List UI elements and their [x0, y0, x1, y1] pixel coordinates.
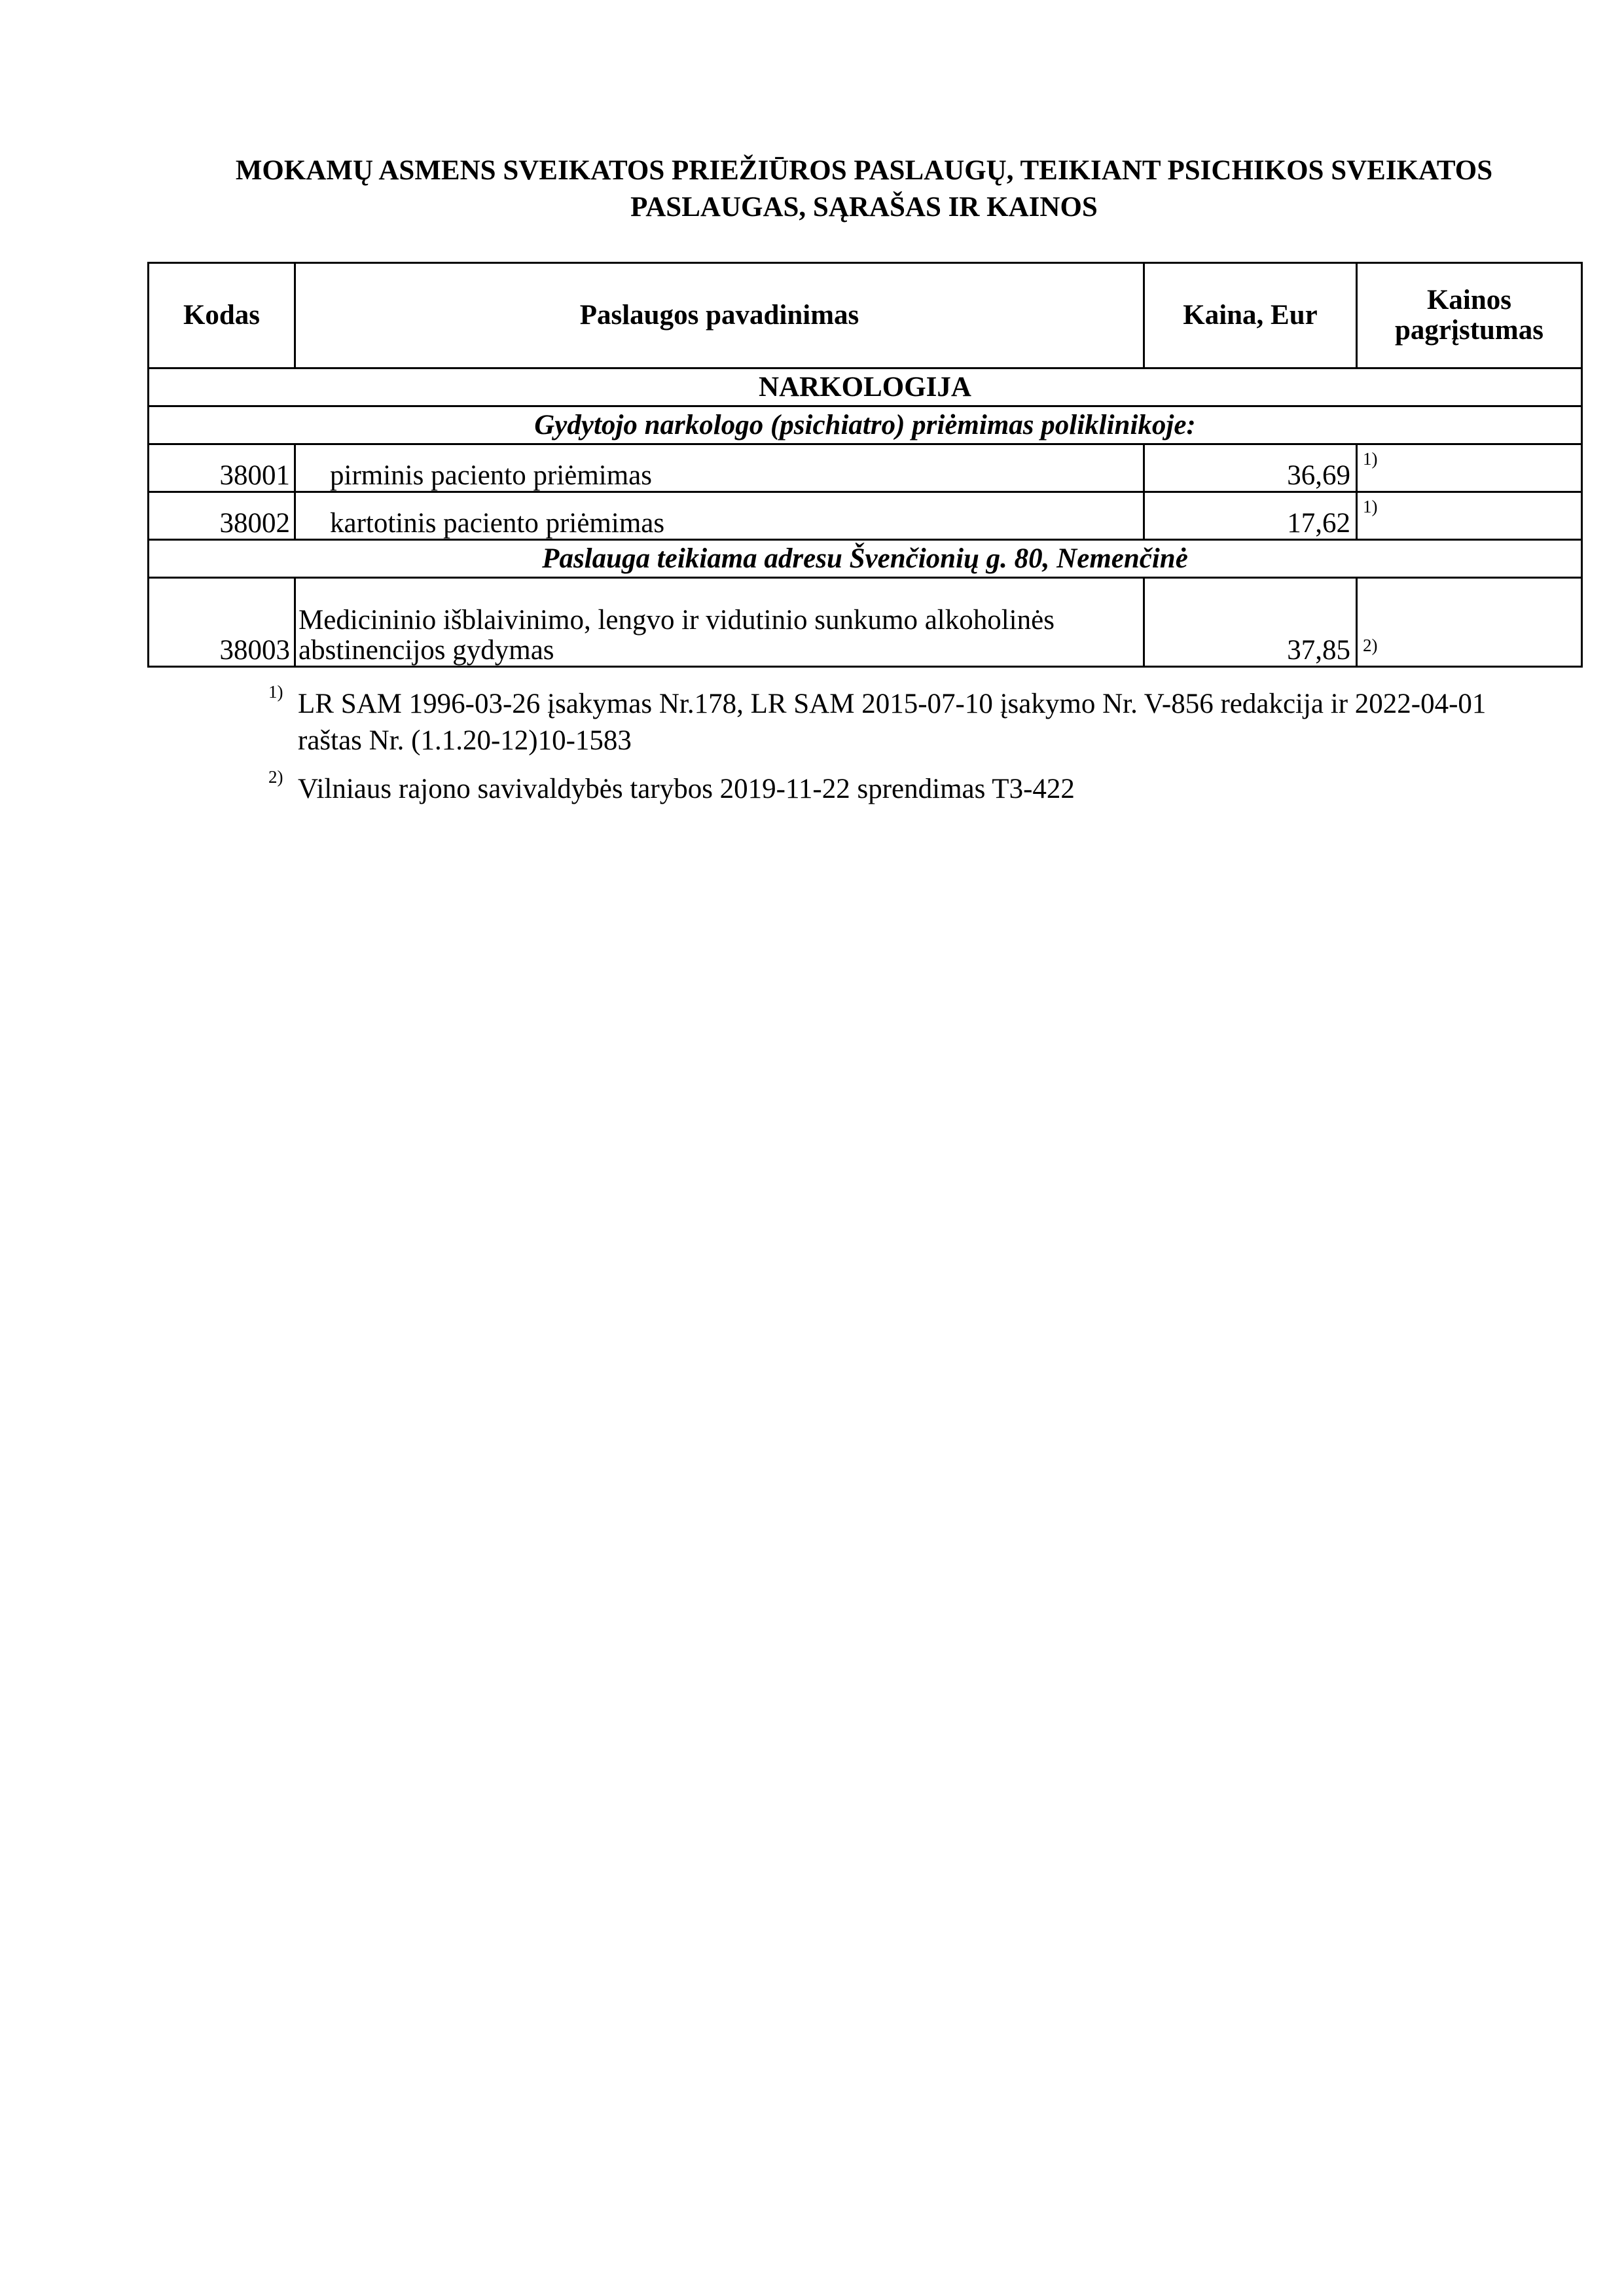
table-header-row [149, 263, 1582, 368]
row-name: kartotinis paciento priėmimas [295, 492, 1144, 540]
row-basis-footnote: 1) [1357, 444, 1582, 492]
footnotes [268, 682, 1578, 819]
subsection-row [149, 540, 1582, 578]
row-name: pirminis paciento priėmimas [295, 444, 1144, 492]
row-code: 38001 [149, 444, 295, 492]
footnote-text-line-2: raštas Nr. (1.1.20-12)10-1583 [298, 725, 632, 756]
price-table [147, 262, 1583, 668]
header-code: Kodas [149, 263, 295, 368]
footnote-marker: 1) [268, 682, 283, 702]
footnote-text-line-1: Vilniaus rajono savivaldybės tarybos 2019-11-22 sprendimas T3-422 [298, 774, 1075, 804]
header-basis-line-2: pagrįstumas [1395, 315, 1543, 346]
section-title: NARKOLOGIJA [149, 368, 1582, 406]
subsection-row [149, 406, 1582, 444]
header-name: Paslaugos pavadinimas [295, 263, 1144, 368]
header-price: Kaina, Eur [1144, 263, 1357, 368]
row-name-line-2: abstinencijos gydymas [298, 635, 554, 666]
footnote-1 [268, 682, 1578, 759]
footnote-text-line-1: LR SAM 1996-03-26 įsakymas Nr.178, LR SAM 2015-07-10 įsakymo Nr. V-856 redakcija ir 2022-04-01 [298, 689, 1487, 719]
row-price: 36,69 [1144, 444, 1357, 492]
table-row [149, 492, 1582, 540]
footnote-2 [268, 767, 1578, 808]
row-code: 38002 [149, 492, 295, 540]
footnote-marker: 2) [268, 767, 283, 787]
row-price: 37,85 [1144, 578, 1357, 667]
row-name [295, 578, 1144, 667]
row-basis-footnote: 2) [1357, 578, 1582, 667]
table-row [149, 578, 1582, 667]
document-title [147, 152, 1581, 226]
row-price: 17,62 [1144, 492, 1357, 540]
subsection-title: Paslauga teikiama adresu Švenčionių g. 80, Nemenčinė [149, 540, 1582, 578]
title-line-1: MOKAMŲ ASMENS SVEIKATOS PRIEŽIŪROS PASLAUGŲ, TEIKIANT PSICHIKOS SVEIKATOS [235, 155, 1493, 186]
row-basis-footnote: 1) [1357, 492, 1582, 540]
row-code: 38003 [149, 578, 295, 667]
title-line-2: PASLAUGAS, SĄRAŠAS IR KAINOS [630, 192, 1098, 223]
row-name-line-1: Medicininio išblaivinimo, lengvo ir vidutinio sunkumo alkoholinės [298, 605, 1055, 636]
subsection-title: Gydytojo narkologo (psichiatro) priėmimas poliklinikoje: [149, 406, 1582, 444]
header-basis [1357, 263, 1582, 368]
table-row [149, 444, 1582, 492]
section-row [149, 368, 1582, 406]
header-basis-line-1: Kainos [1426, 285, 1512, 315]
